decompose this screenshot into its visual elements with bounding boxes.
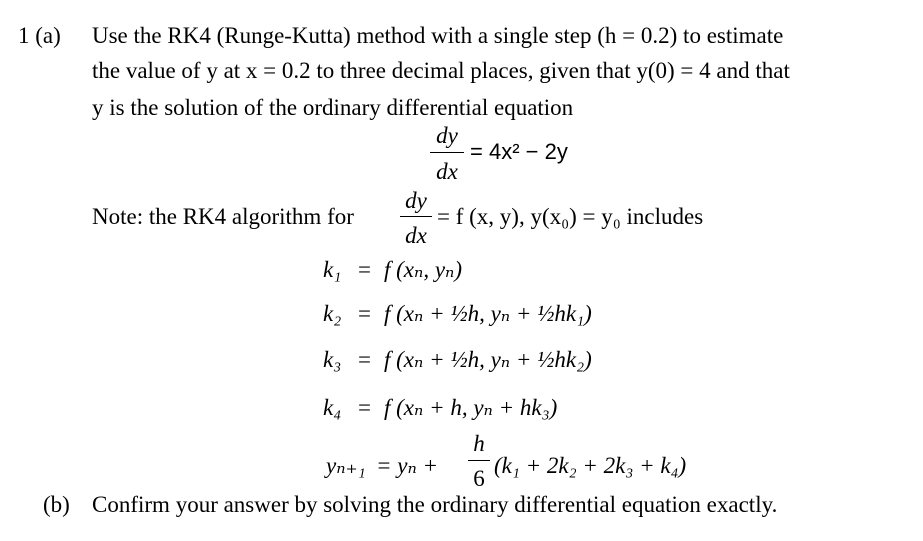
part-a-line-3: y is the solution of the ordinary differential equation: [92, 95, 574, 120]
ode-fraction-bar: [430, 152, 464, 153]
part-b-label: (b): [43, 492, 70, 517]
rk-step-rhs: f (xₙ + ½h, yₙ + ½hk₁): [384, 301, 592, 326]
note-rhs: = f (x, y), y(x₀) = y₀ includes: [437, 204, 704, 229]
part-b-text: Confirm your answer by solving the ordinary differential equation exactly.: [92, 492, 778, 517]
rk-step-rhs: f (xₙ + ½h, yₙ + ½hk₂): [384, 347, 592, 372]
note-denominator: dx: [405, 223, 427, 248]
note-prefix: Note: the RK4 algorithm for: [92, 204, 354, 229]
ode-denominator: dx: [436, 159, 458, 184]
rk-step-rhs: f (xₙ + h, yₙ + hk₃): [384, 395, 558, 420]
part-a-line-2: the value of y at x = 0.2 to three decimal places, given that y(0) = 4 and that: [92, 58, 790, 83]
rk-step-lhs: k₃: [323, 347, 342, 372]
update-numerator: h: [473, 431, 485, 456]
part-a-line-1: Use the RK4 (Runge-Kutta) method with a single step (h = 0.2) to estimate: [92, 23, 784, 48]
part-a-label: 1 (a): [18, 23, 61, 48]
ode-numerator: dy: [436, 123, 458, 148]
rk-step-rhs: f (xₙ, yₙ): [384, 257, 463, 282]
rk-step-lhs: k₁: [323, 257, 342, 282]
note-numerator: dy: [405, 188, 427, 213]
rk-step-lhs: k₂: [323, 301, 342, 326]
note-fraction-bar: [400, 216, 432, 217]
rk-step-equals: =: [358, 347, 371, 372]
rk-step-equals: =: [358, 301, 371, 326]
update-rhs: (k₁ + 2k₂ + 2k₃ + k₄): [494, 453, 687, 478]
update-mid: = yₙ +: [376, 453, 439, 478]
update-fraction-bar: [468, 460, 490, 461]
rk-step-equals: =: [358, 257, 371, 282]
ode-rhs: = 4x² − 2y: [470, 139, 568, 164]
update-lhs: yₙ₊₁: [326, 453, 366, 478]
rk-step-equals: =: [358, 395, 371, 420]
update-denominator: 6: [473, 466, 485, 491]
rk-step-lhs: k₄: [323, 395, 342, 420]
